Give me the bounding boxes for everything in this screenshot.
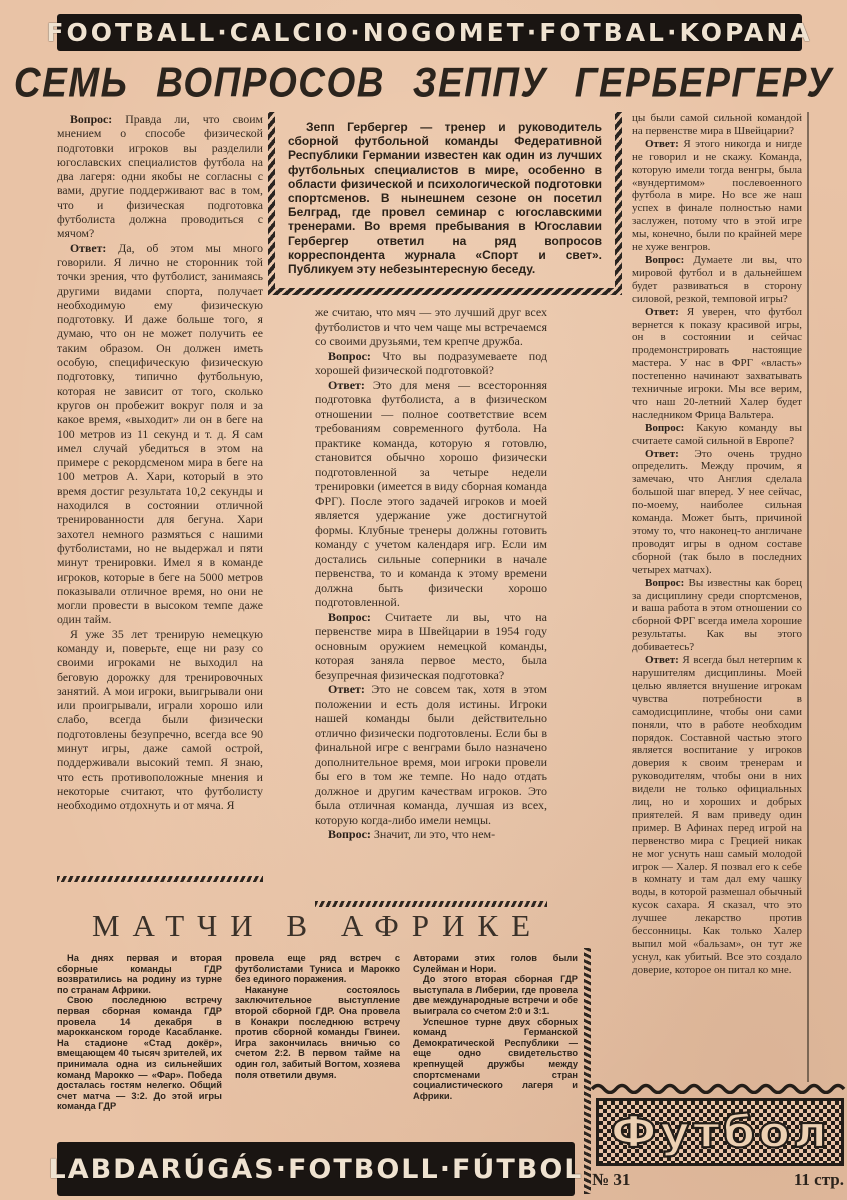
issue-number: № 31	[592, 1170, 631, 1189]
paragraph: Я уже 35 лет тренирую немецкую команду и, поверьте, еще ни разу со своими игроками не выходил на беговую дорожку для тренировочных занятий. А мои игроки, выигрывали они или проигрывали, играли хорошо или слабо, всегда были физически подготовлены безупречно, всегда все 90 минут игры, даже самой острой, поддерживали высокий темп. Я знаю, что есть противоположные мнения и некоторые считают, что футболисту необходимо отдохнуть и от мяча. Я	[57, 626, 263, 813]
paragraph: Вопрос: Значит, ли это, что нем-	[328, 827, 496, 842]
paragraph: Ответ: Это очень трудно определить. Между прочим, я замечаю, что Англия сделала большой шаг вперед. У нее сейчас, по-моему, наиболее сильная команда. Может быть, причиной этому то, что наконец-то англичане проводят игры в одном составе сборной (так было в последних четырех матчах).	[632, 447, 802, 576]
paragraph: Ответ: Это для меня — всесторонняя подготовка футболиста, а в физическом отношении — полное соответствие всем требованиям современного футбола. На практике команда, которую я готовлю, становится обычно хорошо физически подготовленной за четыре недели тренировки (имеется в виду сборная команда ФРГ). После этого задачей игроков и моей является удержание уже достигнутой формы. Клубные тренеры должны готовить команду с учетом календаря игр. Если им достались сильные соперники в начале первенства, то и команда к этому времени должна быть физически хорошо подготовленной.	[315, 377, 547, 610]
paragraph: цы были самой сильной командой на первенстве мира в Швейцарии?	[632, 112, 802, 137]
paragraph: Вопрос: Считаете ли вы, что на первенстве мира в Швейцарии в 1954 году основным оружием немецкой команды, которая заняла первое место, была безупречная физическая подготовка?	[315, 609, 547, 682]
footer-line	[592, 1170, 844, 1190]
article-column-3	[632, 112, 809, 1082]
paragraph: Вопрос: Какую команду вы считаете самой сильной в Европе?	[632, 421, 802, 447]
paragraph: Ответ: Да, об этом мы много говорили. Я лично не сторонник той точки зрения, что футболист, занимаясь другими видами спорта, получает необходимую ему физическую подготовку. И даже больше того, я думаю, что он не может получить ее таким образом. Он должен иметь особую, специфическую физическую подготовку, типично футбольную, которая не зависит от того, сколько кругов он пробежит вокруг поля и за какое время, «выходит» ли он в беге на 100 метров из 11 секунд и т. д. Я сам имел случай убедиться в этом на примере с рекордсменом мира в беге на 100 метров А. Хари, который в это время достиг результата 10,2 секунды и находился в состоянии отличной тренированности для бегуна. Хари захотел немного размяться с нашими футболистами, но не выдержал и пяти минут тренировки. Имел я в команде игроков, которые в беге на 5000 метров показывали отличное время, но они не могли провести в высоком темпе даже один тайм.	[57, 240, 263, 627]
intro-paragraph: Зепп Гербергер — тренер и руководитель сборной футбольной команды Федеративной Республики Германии известен как один из лучших футбольных специалистов в мире, особенно в области физической и психологической подготовки спортсменов. В нынешнем сезоне он посетил Белград, где провел семинар с югославскими тренерами. Во время пребывания в Югославии Гербергер ответил на ряд вопросов корреспондента журнала «Спорт и свет». Публикуем эту небезынтересную беседу.	[288, 120, 602, 277]
article-column-2	[315, 305, 547, 905]
futbol-logo: Футбол	[610, 1106, 830, 1158]
paragraph: Ответ: Это не совсем так, хотя в этом положении и есть доля истины. Игроки нашей команды были действительно отлично физически подготовлены. Если бы в финальной игре с венграми было назначено дополнительное время, мои игроки провели бы его в том же темпе. Но надо отдать должное и другим качествам игроков. Это была отличная команда, лучшая из всех, которую когда-либо имели немцы.	[315, 682, 547, 827]
africa-column-1	[57, 953, 222, 1137]
paragraph: провела еще ряд встреч с футболистами Туниса и Марокко без единого поражения.	[235, 953, 400, 985]
africa-section	[57, 953, 578, 1137]
page-title	[13, 53, 834, 113]
paragraph: До этого вторая сборная ГДР выступала в Либерии, где провела две международные встречи и обе выиграла со счетом 2:0 и 3:1.	[413, 974, 578, 1016]
paragraph: Успешное турне двух сборных команд Германской Демократической Республики — еще одно свидетельство крепнущей дружбы между спортсменами стран социалистического лагеря и Африки.	[413, 1016, 578, 1101]
paragraph: Вопрос: Правда ли, что своим мнением о способе физической подготовки игроков вы разделили югославских специалистов футбола на два лагеря: одни якобы не согласны с вами, другие поддерживают вас в том, что и физическая подготовка футболиста должна проводиться с мячом?	[57, 112, 263, 241]
paragraph: Ответ: Я уверен, что футбол вернется к показу красивой игры, он в состоянии и сейчас продемонстрировать настоящие мастера. У нас в ФРГ «власть» постепенно начинают захватывать техничные игроки. Мы все верим, что наш 20-летний Халер будет наследником Фрица Вальтера.	[632, 305, 802, 421]
paragraph: Накануне состоялось заключительное выступление второй сборной ГДР. Она провела в Конакри последнюю встречу против сборной команды Гвинеи. Игра закончилась вничью со счетом 2:2. В первом тайме на один гол, забитый Вогтом, хозяева поля ответили двумя.	[235, 984, 400, 1080]
africa-column-3	[413, 953, 578, 1137]
top-language-banner	[46, 14, 813, 51]
paragraph: Авторами этих голов были Сулейман и Нори.	[413, 953, 578, 974]
paragraph: Вопрос: Вы известны как борец за дисциплину среди спортсменов, и ваша работа в этом отношении со сборной ФРГ всегда имела хорошие результаты. Как вы этого добиваетесь?	[632, 576, 803, 654]
headline-text: СЕМЬ ВОПРОСОВ ЗЕППУ ГЕРБЕРГЕРУ	[13, 59, 834, 106]
intro-box	[268, 112, 622, 295]
wavy-divider	[590, 1080, 846, 1094]
africa-column-2	[235, 953, 400, 1137]
paragraph: Вопрос: Думаете ли вы, что мировой футбол и в дальнейшем будет развиваться в сторону силовой, резкой, темповой игры?	[632, 253, 802, 305]
paragraph: Свою последнюю встречу первая сборная команда ГДР провела 14 декабря в марокканском городе Касабланке. На стадионе «Стад докёр», вмещающем 40 тысяч зрителей, их принимала одна из сильнейших команд Марокко — «Фар». Победа досталась гостям нелегко. Общий счет матча — 3:2. До этой игры команда ГДР	[57, 995, 222, 1112]
bottom-banner-text: LABDARÚGÁS·FOTBOLL·FÚTBOL	[48, 1153, 584, 1185]
bottom-language-banner	[48, 1142, 584, 1196]
article-center-column	[268, 112, 622, 905]
paragraph: Ответ: Я этого никогда и нигде не говорил и не скажу. Команда, которую имели тогда венгры, была «вундертимом» послевоенного футбола в мире. Но все же наш успех в финале полностью нами заслужен, потому что в этой игре мы, конечно, были по крайней мере не хуже венгров.	[632, 137, 802, 254]
hatched-divider-left	[57, 876, 263, 882]
paragraph: же считаю, что мяч — это лучший друг всех футболистов и что чем чаще мы встречаемся со своими друзьями, тем крепче дружба.	[315, 305, 547, 349]
paragraph: Ответ: Я всегда был нетерпим к нарушителям дисциплины. Моей целью является внушение игрокам чувства потребности в самодисциплине, чтобы они сами поняли, что в работе необходим порядок. Составной частью этого является воспитание у игроков доверия к своим тренерам и руководителям, чтобы они в них видели не только официальных лиц, но и хороших и добрых приятелей. Я вам приведу один пример. В Афинах перед игрой на первенство мира с Грецией никак не мог уснуть наш самый молодой игрок — Халер. Я позвал его к себе в комнату и там дал ему чашку воды, в которой размешал обычный кусок сахара. Я сказал, что это лучшее лекарство против бессонницы. Как только Халер выпил мой «бальзам», он тут же уснул, как убитый. Все это создало доверие, которое он питал ко мне.	[632, 654, 802, 976]
africa-title-text: МАТЧИ В АФРИКЕ	[91, 908, 544, 943]
top-banner-text: FOOTBALL·CALCIO·NOGOMET·FOTBAL·KOPANA	[46, 18, 813, 47]
article-column-1	[57, 112, 263, 874]
hatched-column-rule	[584, 948, 591, 1194]
page-number: 11 стр.	[793, 1170, 844, 1189]
paragraph: На днях первая и вторая сборные команды ГДР возвратились на родину из турне по странам Африки.	[57, 953, 222, 995]
africa-section-title	[57, 903, 578, 949]
futbol-logo-box	[596, 1098, 844, 1166]
paragraph: Вопрос: Что вы подразумеваете под хорошей физической подготовкой?	[315, 348, 547, 378]
